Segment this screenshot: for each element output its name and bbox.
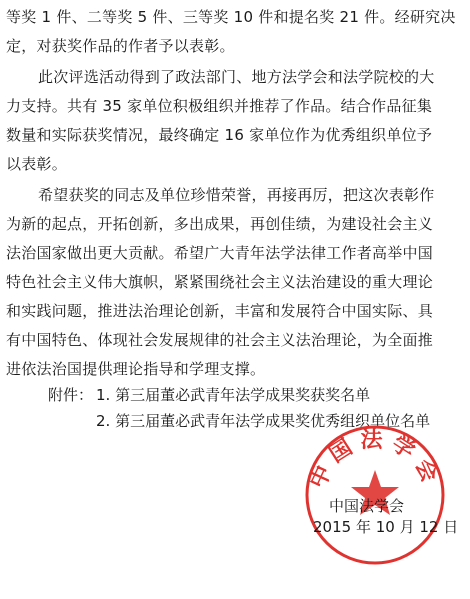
paragraph-3-line-6: 有中国特色、体现社会发展规律的社会主义法治理论，为全面推 xyxy=(6,331,434,349)
paragraph-1-line-2: 定，对获奖作品的作者予以表彰。 xyxy=(6,37,235,55)
official-seal xyxy=(300,420,450,570)
attachment-item-1: 1. 第三届董必武青年法学成果奖获奖名单 xyxy=(96,386,371,404)
issue-date: 2015 年 10 月 12 日 xyxy=(313,518,459,536)
attachment-item-2: 2. 第三届董必武青年法学成果奖优秀组织单位名单 xyxy=(96,412,431,430)
paragraph-2-line-2: 力支持。共有 35 家单位积极组织并推荐了作品。结合作品征集 xyxy=(6,97,433,115)
paragraph-3-line-4: 特色社会主义伟大旗帜，紧紧围绕社会主义法治建设的重大理论 xyxy=(6,273,434,291)
paragraph-2-line-3: 数量和实际获奖情况，最终确定 16 家单位作为优秀组织单位予 xyxy=(6,126,433,144)
paragraph-3-line-1: 希望获奖的同志及单位珍惜荣誉，再接再厉，把这次表彰作 xyxy=(38,186,435,204)
paragraph-3-line-7: 进依法治国提供理论指导和学理支撑。 xyxy=(6,360,266,378)
paragraph-3-line-5: 和实践问题，推进法治理论创新，丰富和发展符合中国实际、具 xyxy=(6,302,434,320)
paragraph-2-line-1: 此次评选活动得到了政法部门、地方法学会和法学院校的大 xyxy=(38,68,435,86)
paragraph-3-line-2: 为新的起点，开拓创新，多出成果，再创佳绩，为建设社会主义 xyxy=(6,215,434,233)
svg-text:中国法学会: 中国法学会 xyxy=(305,428,445,493)
attachments-label: 附件： xyxy=(48,386,94,404)
paragraph-2-line-4: 以表彰。 xyxy=(6,155,68,173)
paragraph-1-line-1: 等奖 1 件、二等奖 5 件、三等奖 10 件和提名奖 21 件。经研究决 xyxy=(6,8,456,26)
issuing-organization: 中国法学会 xyxy=(329,497,405,515)
paragraph-3-line-3: 法治国家做出更大贡献。希望广大青年法学法律工作者高举中国 xyxy=(6,244,434,262)
